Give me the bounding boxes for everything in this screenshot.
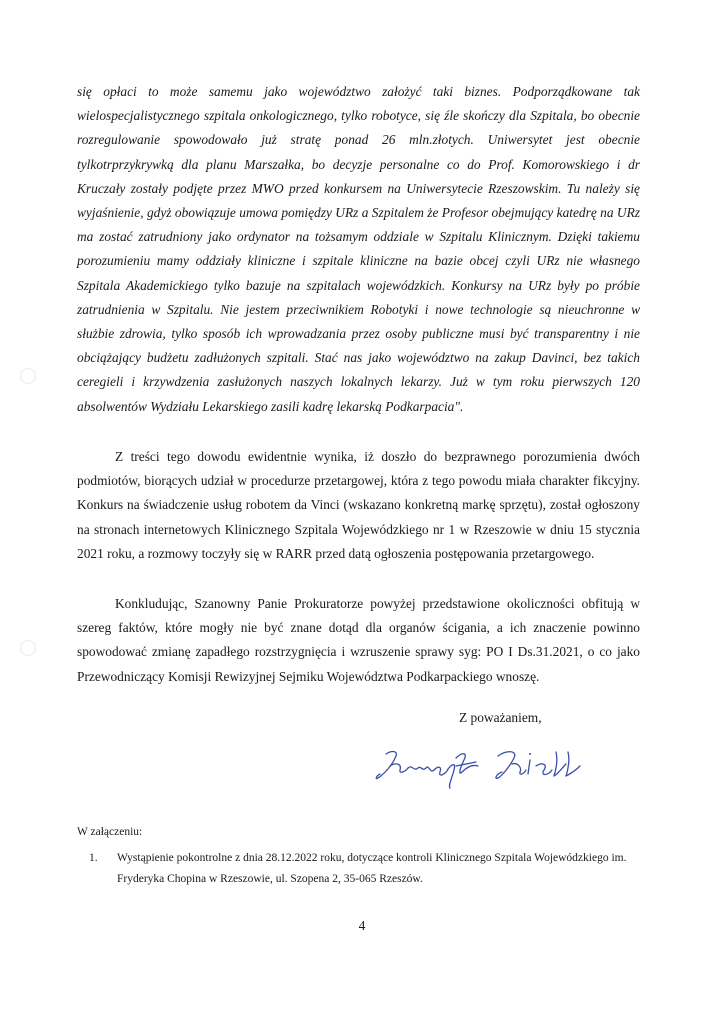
page-number: 4: [358, 918, 366, 933]
punch-hole-mark: [20, 368, 36, 384]
quoted-text: się opłaci to może samemu jako województwo założyć taki biznes. Podporządkowane tak wielospecjalistycznego szpitala onkologicznego, tylko robotyce, się źle skończy dla Szpitala, bo obecnie rozregulowanie spowodowało już stratę ponad 26 mln.złotych. Uniwersytet jest obecnie tylkotrprzykrywką dla planu Marszałka, bo decyzje personalne co do Prof. Komorowskiego i dr Kruczały zostały podjęte przez MWO przed konkursem na Uniwersytecie Rzeszowskim. Tu należy się wyjaśnienie, gdyż obowiązuje umowa pomiędzy URz a Szpitalem że Profesor obejmujący katedrę na URz ma zostać zatrudniony jako ordynator na tożsamym oddziale w Szpitalu Klinicznym. Dzięki takiemu porozumieniu mamy oddziały kliniczne i szpitale kliniczne na bazie obcej czyli URz nie własnego Szpitala Akademickiego tylko bazuje na szpitalach wojewódzkich. Konkursy na URz były po próbie zatrudnienia w Szpitalu. Nie jestem przeciwnikiem Robotyki i nowe technologie są nieuchronne w służbie zdrowia, tylko sposób ich wprowadzania przez osoby publiczne musi być transparentny i nie obciążający budżetu zadłużonych szpitali. Stać nas jako województwo na zakup Davinci, bez takich ceregieli i krzywdzenia zasłużonych naszych lokalnych lekarzy. Już w tym roku pierwszych 120 absolwentów Wydziału Lekarskiego zasili kadrę lekarską Podkarpacia".: [77, 84, 640, 414]
paragraph: Z treści tego dowodu ewidentnie wynika, iż doszło do bezprawnego porozumienia dwóch podmiotów, biorących udział w procedurze przetargowej, która z tego powodu miała charakter fikcyjny. Konkurs na świadczenie usług robotem da Vinci (wskazano konkretną markę sprzętu), został ogłoszony na stronach internetowych Klinicznego Szpitala Wojewódzkiego nr 1 w Rzeszowie w dniu 15 stycznia 2021 roku, a rozmowy toczyły się w RARR przed datą ogłoszenia postępowania przetargowego.: [77, 449, 640, 561]
punch-hole-mark: [20, 640, 36, 656]
paragraph: Konkludując, Szanowny Panie Prokuratorze powyżej przedstawione okoliczności obfitują w szereg faktów, które mogły nie być znane dotąd dla organów ścigania, a ich znaczenie powinno spowodować zmianę zapadłego rozstrzygnięcia i wzruszenie sprawy syg: PO I Ds.31.2021, o co jako Przewodniczący Komisji Rewizyjnej Sejmiku Województwa Podkarpackiego wnoszę.: [77, 596, 640, 684]
attachments-label: W załączeniu:: [77, 826, 143, 838]
attachment-text: Wystąpienie pokontrolne z dnia 28.12.2022 roku, dotyczące kontroli Klinicznego Szpitala Wojewódzkiego im. Fryderyka Chopina w Rzeszowie, ul. Szopena 2, 35-065 Rzeszów.: [117, 852, 627, 885]
attachment-number: 1.: [89, 852, 98, 864]
handwritten-signature: [372, 742, 602, 792]
closing-phrase: Z poważaniem,: [459, 710, 542, 725]
